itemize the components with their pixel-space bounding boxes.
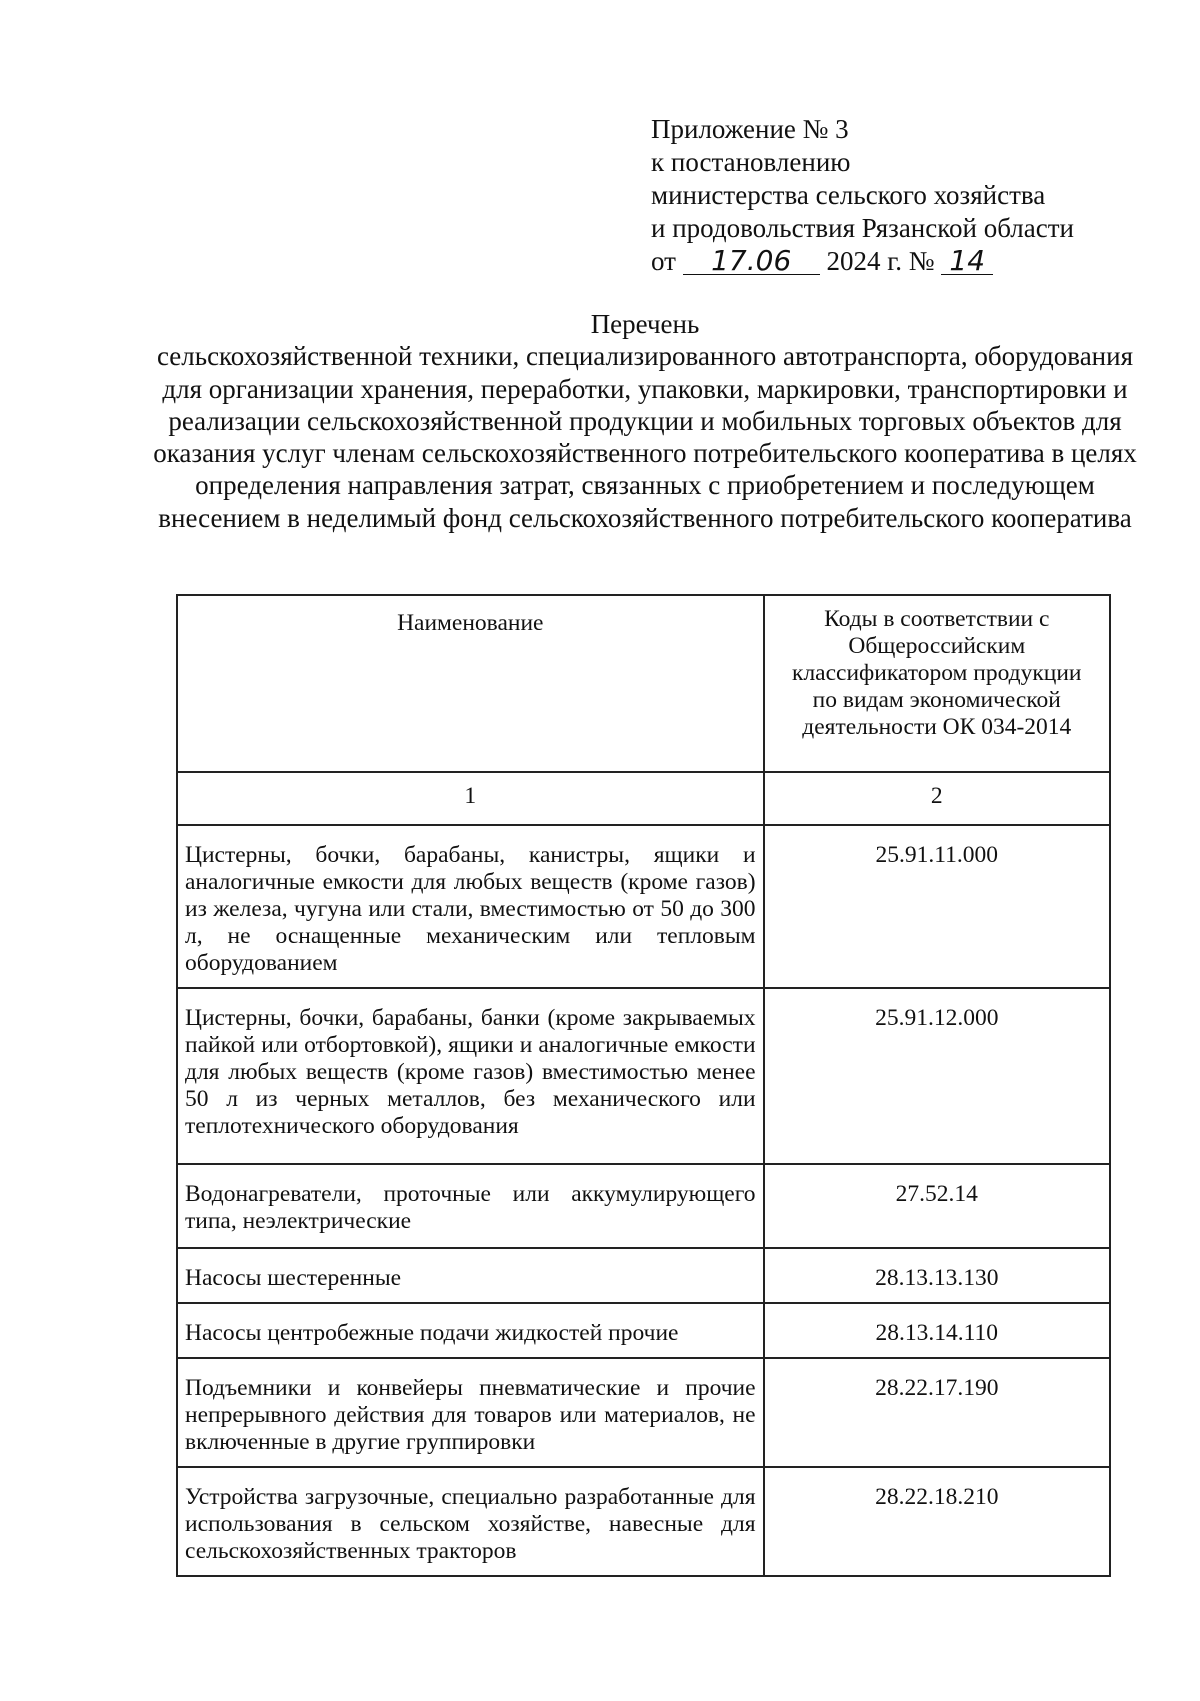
item-code: 25.91.11.000 (764, 825, 1110, 988)
handwritten-date: 17.06 (683, 248, 820, 275)
table-row (177, 1467, 1110, 1576)
item-code: 28.13.14.110 (764, 1303, 1110, 1358)
date-prefix: от (651, 246, 676, 276)
appendix-header (651, 113, 1074, 278)
header-name: Наименование (177, 595, 764, 772)
year-label: 2024 г. № (826, 246, 935, 276)
item-code: 27.52.14 (764, 1164, 1110, 1248)
table-row (177, 1248, 1110, 1303)
item-name: Цистерны, бочки, барабаны, канистры, ящики и аналогичные емкости для любых веществ (кроме газов) из железа, чугуна или стали, вместимостью от 50 до 300 л, не оснащенные механическим или тепловым оборудованием (177, 825, 764, 988)
table-row (177, 1164, 1110, 1248)
item-name: Устройства загрузочные, специально разработанные для использования в сельском хозяйстве, навесные для сельскохозяйственных тракторов (177, 1467, 764, 1576)
table-row (177, 1358, 1110, 1467)
appendix-line-3: министерства сельского хозяйства (651, 180, 1046, 210)
column-number-2: 2 (764, 772, 1110, 825)
item-code: 28.22.18.210 (764, 1467, 1110, 1576)
table-header-row (177, 595, 1110, 772)
column-number-1: 1 (177, 772, 764, 825)
table-row (177, 1303, 1110, 1358)
item-name: Подъемники и конвейеры пневматические и прочие непрерывного действия для товаров или материалов, не включенные в другие группировки (177, 1358, 764, 1467)
title-body: сельскохозяйственной техники, специализированного автотранспорта, оборудования для организации хранения, переработки, упаковки, маркировки, транспортировки и реализации сельскохозяйственной продукции и мобильных торговых объектов для оказания услуг членам сельскохозяйственного потребительского кооператива в целях определения направления затрат, связанных с приобретением и последующем внесением в неделимый фонд сельскохозяйственного потребительского кооператива (153, 341, 1137, 533)
appendix-line-4: и продовольствия Рязанской области (651, 213, 1074, 243)
appendix-line-1: Приложение № 3 (651, 114, 849, 144)
item-name: Цистерны, бочки, барабаны, банки (кроме закрываемых пайкой или отбортовкой), ящики и аналогичные емкости для любых веществ (кроме газов) вместимостью менее 50 л из черных металлов, без механического или теплотехнического оборудования (177, 988, 764, 1164)
equipment-table (176, 594, 1111, 1577)
table-row (177, 825, 1110, 988)
header-codes: Коды в соответствии с Общероссийским классификатором продукции по видам экономической деятельности ОК 034-2014 (764, 595, 1110, 772)
item-name: Насосы центробежные подачи жидкостей прочие (177, 1303, 764, 1358)
item-code: 28.13.13.130 (764, 1248, 1110, 1303)
item-name: Водонагреватели, проточные или аккумулирующего типа, неэлектрические (177, 1164, 764, 1248)
item-code: 28.22.17.190 (764, 1358, 1110, 1467)
item-name: Насосы шестеренные (177, 1248, 764, 1303)
table-row (177, 988, 1110, 1164)
appendix-date-line (651, 245, 1074, 278)
title-heading: Перечень (590, 309, 700, 339)
appendix-line-2: к постановлению (651, 147, 851, 177)
handwritten-number: 14 (941, 248, 993, 275)
item-code: 25.91.12.000 (764, 988, 1110, 1164)
column-number-row (177, 772, 1110, 825)
document-title (150, 308, 1140, 534)
